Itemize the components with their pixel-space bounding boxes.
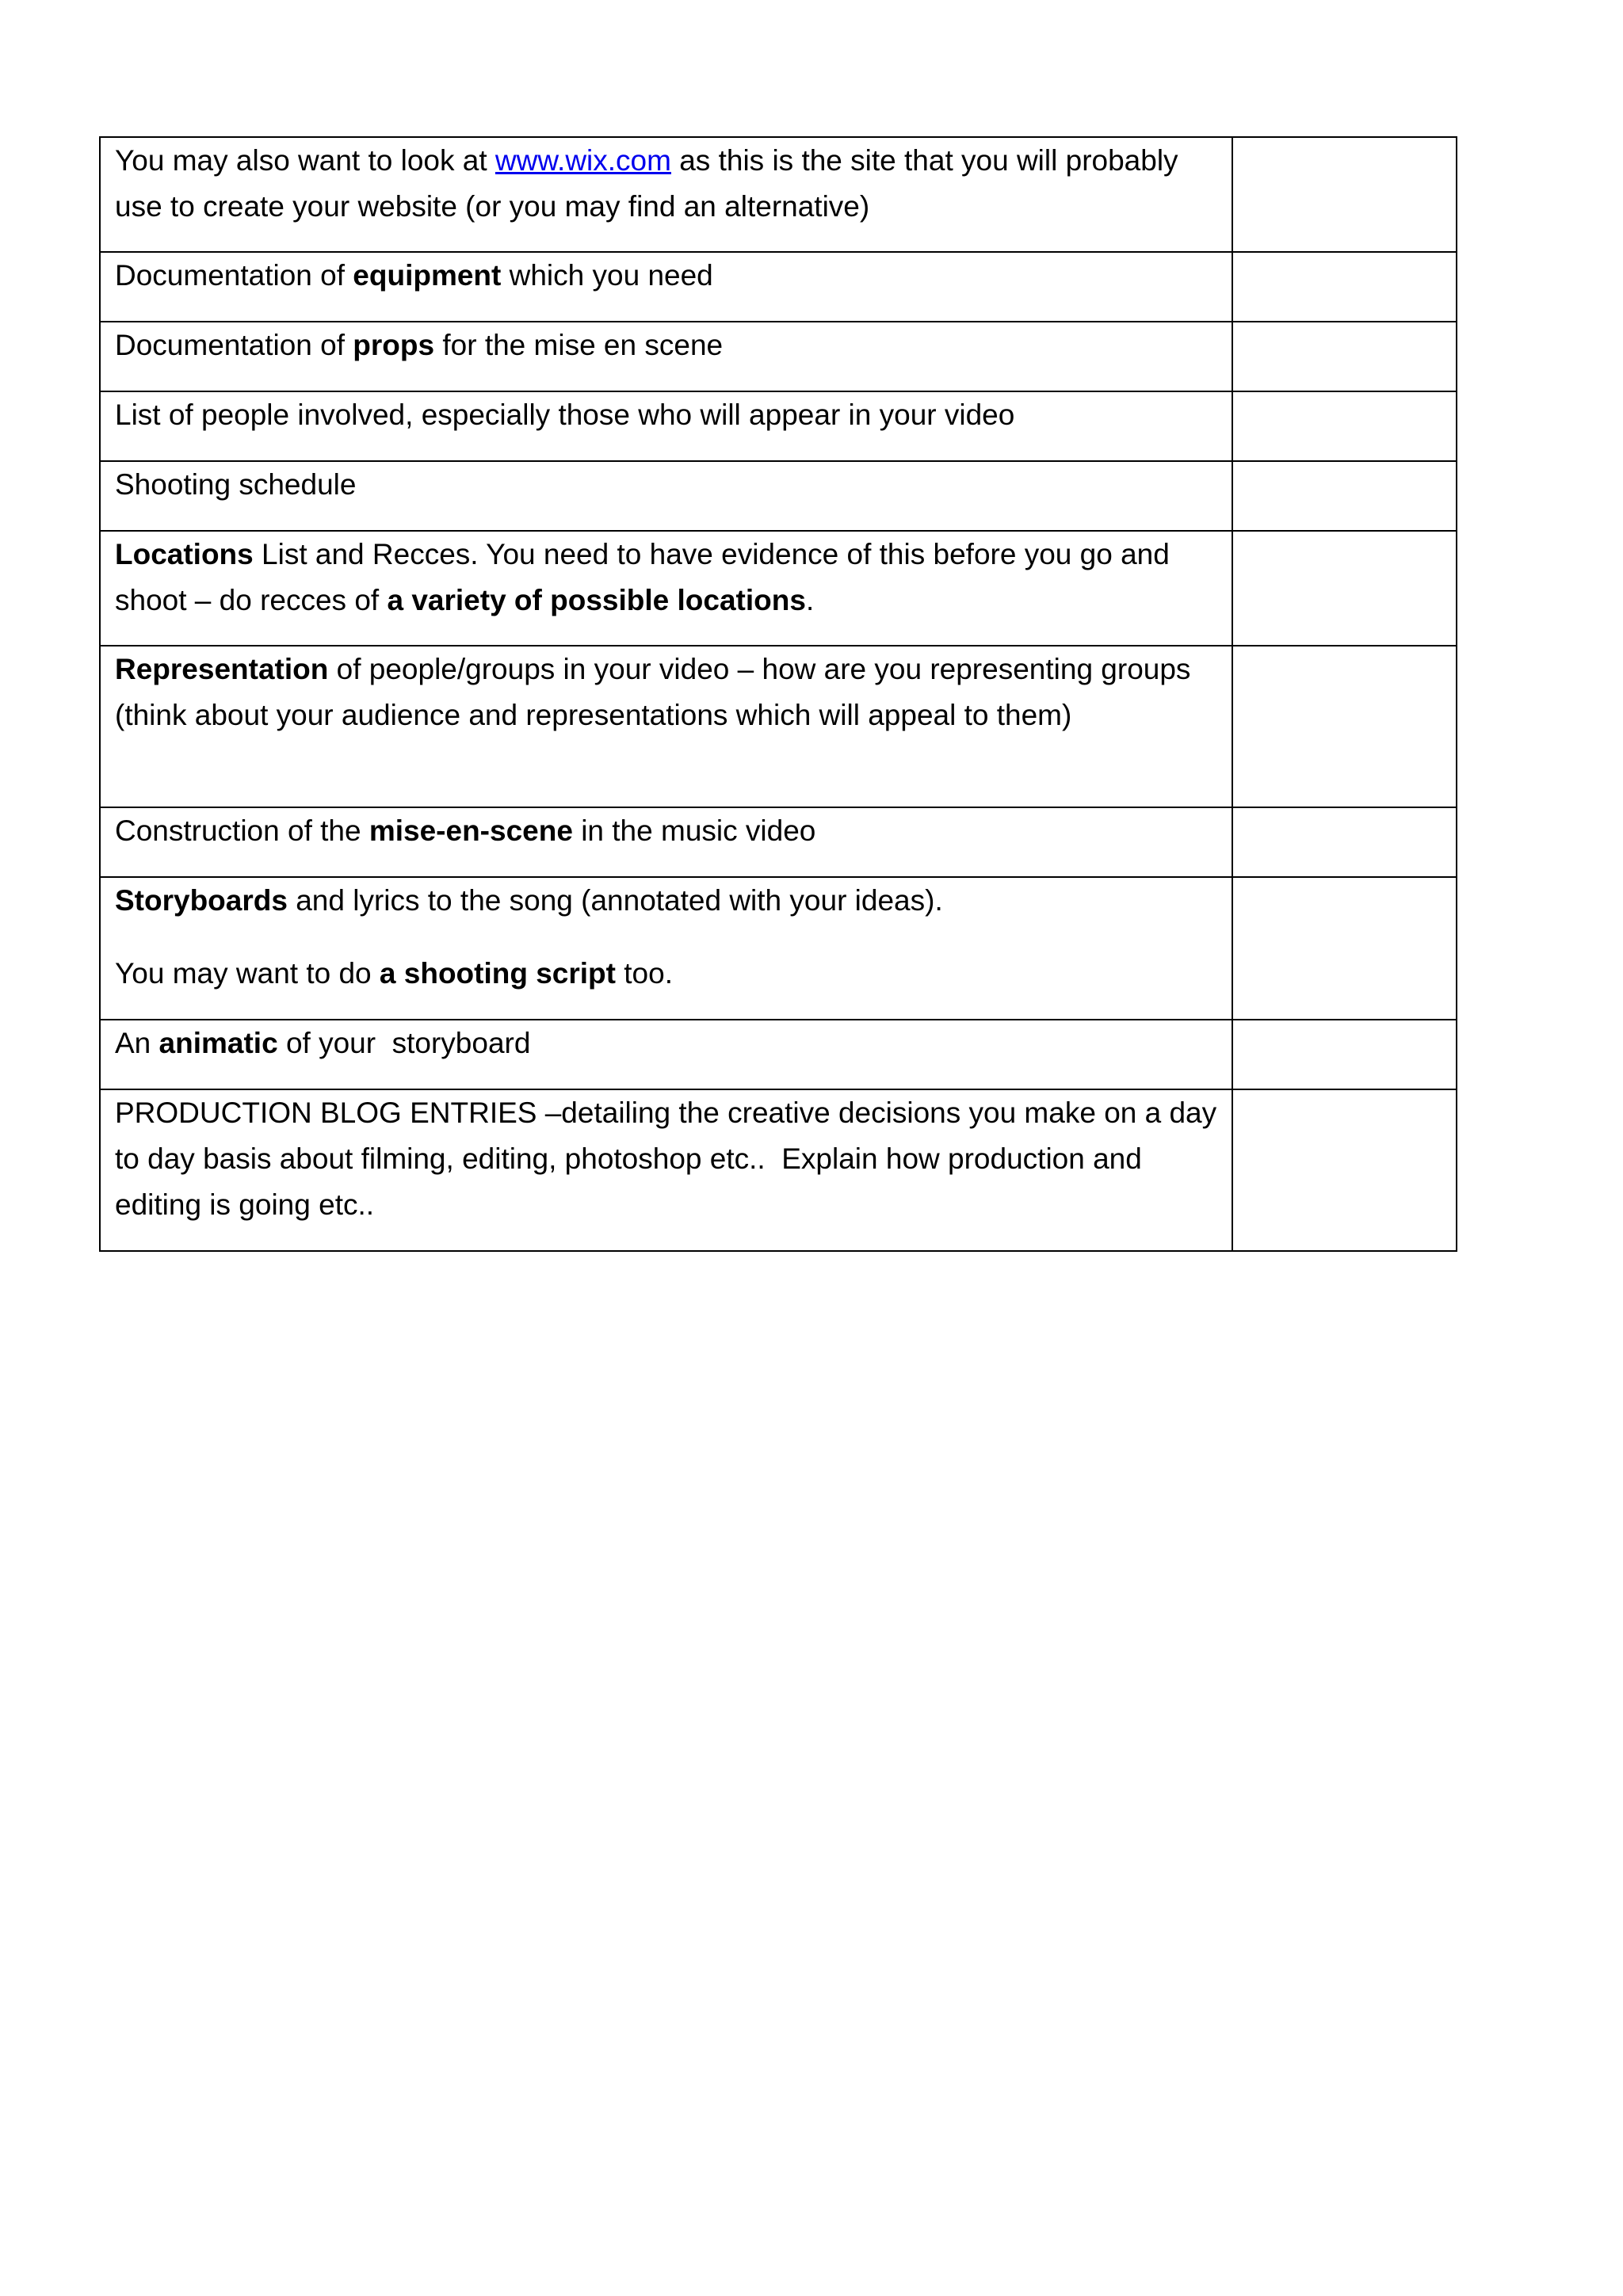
task-paragraph [115, 951, 1217, 997]
task-paragraph [115, 878, 1217, 924]
task-text: Construction of the [115, 814, 369, 847]
task-emphasis: equipment [353, 259, 502, 292]
table-row [100, 137, 1457, 252]
task-emphasis: a variety of possible locations [387, 584, 806, 616]
task-text: of people/groups in your video – how are you representing groups (think about your audience and representations which will appeal to them) [115, 653, 1191, 731]
task-text: PRODUCTION BLOG ENTRIES –detailing the creative decisions you make on a day to day basis about filming, editing, photoshop etc.. Explain how production and editing is going etc.. [115, 1097, 1225, 1221]
task-cell [100, 252, 1232, 322]
check-cell[interactable] [1232, 807, 1457, 877]
table-row [100, 531, 1457, 646]
task-emphasis: animatic [158, 1027, 278, 1059]
check-cell[interactable] [1232, 531, 1457, 646]
table-row [100, 1020, 1457, 1089]
table-row [100, 877, 1457, 1020]
task-cell [100, 1020, 1232, 1089]
check-cell[interactable] [1232, 137, 1457, 252]
task-cell [100, 137, 1232, 252]
table-row [100, 391, 1457, 461]
task-cell [100, 807, 1232, 877]
check-cell[interactable] [1232, 391, 1457, 461]
wix-link[interactable]: www.wix.com [495, 144, 671, 177]
task-text: . [805, 584, 815, 616]
check-cell[interactable] [1232, 1020, 1457, 1089]
task-text: Documentation of [115, 259, 353, 292]
task-cell [100, 877, 1232, 1020]
task-emphasis: Storyboards [115, 884, 288, 917]
task-cell [100, 322, 1232, 391]
task-text: List of people involved, especially those who will appear in your video [115, 399, 1015, 431]
task-emphasis: props [353, 329, 435, 361]
check-cell[interactable] [1232, 461, 1457, 531]
table-row [100, 807, 1457, 877]
task-emphasis: Locations [115, 538, 254, 570]
checklist-table [99, 136, 1457, 1252]
task-text: as this is the site that you will probably use to create your website (or you may find an alternative) [115, 144, 1178, 223]
check-cell[interactable] [1232, 322, 1457, 391]
task-text: List and Recces. You need to have evidence of this before you go and shoot – do recces of [115, 538, 1170, 616]
task-text: in the music video [572, 814, 816, 847]
check-cell[interactable] [1232, 877, 1457, 1020]
task-text: of your storyboard [277, 1027, 531, 1059]
table-row [100, 646, 1457, 807]
task-text: too. [615, 957, 673, 990]
table-row [100, 252, 1457, 322]
task-emphasis: Representation [115, 653, 329, 685]
task-text: which you need [501, 259, 713, 292]
task-text: and lyrics to the song (annotated with your ideas). [287, 884, 943, 917]
task-text: Shooting schedule [115, 468, 357, 501]
check-cell[interactable] [1232, 646, 1457, 807]
task-cell [100, 461, 1232, 531]
task-emphasis: mise-en-scene [369, 814, 573, 847]
task-text: for the mise en scene [434, 329, 724, 361]
check-cell[interactable] [1232, 252, 1457, 322]
table-row [100, 1089, 1457, 1251]
task-text: An [115, 1027, 159, 1059]
task-cell [100, 531, 1232, 646]
table-row [100, 461, 1457, 531]
table-row [100, 322, 1457, 391]
task-cell [100, 391, 1232, 461]
task-emphasis: a shooting script [379, 957, 616, 990]
check-cell[interactable] [1232, 1089, 1457, 1251]
task-text: You may also want to look at [115, 144, 495, 177]
task-cell [100, 1089, 1232, 1251]
task-cell [100, 646, 1232, 807]
task-text: You may want to do [115, 957, 380, 990]
task-text: Documentation of [115, 329, 353, 361]
